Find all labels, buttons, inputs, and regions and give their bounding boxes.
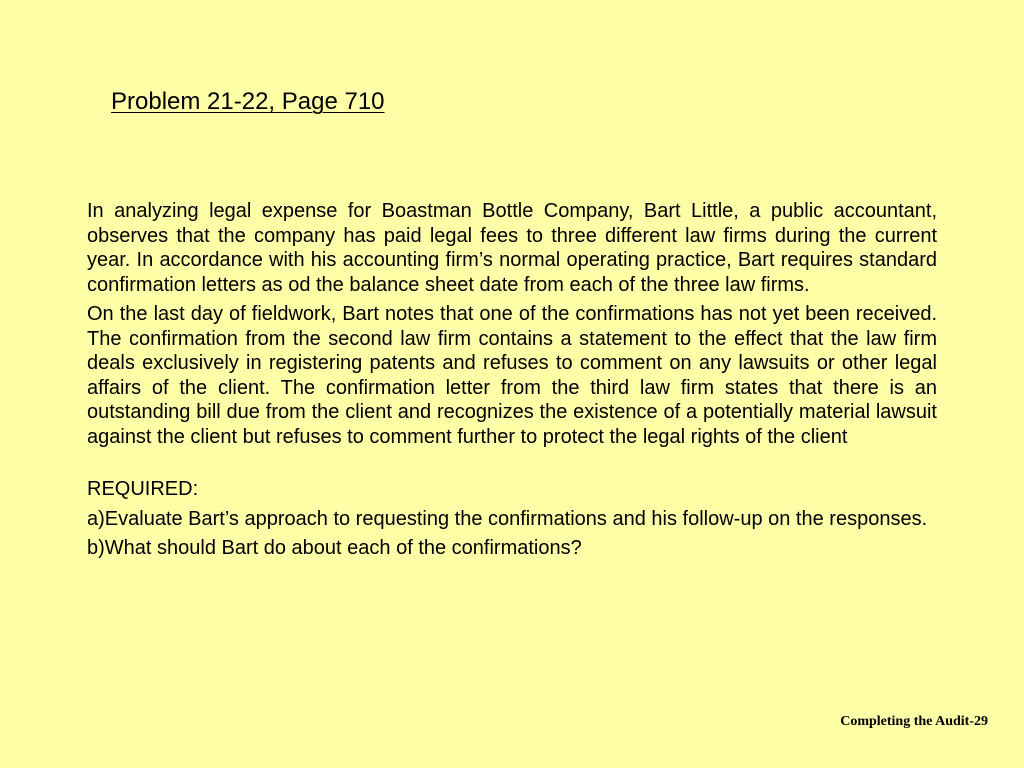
- problem-paragraph-1: In analyzing legal expense for Boastman Bottle Company, Bart Little, a public accountant, observes that the company has paid legal fees to three different law firms during the current year. In accordance with his accounting firm’s normal operating practice, Bart requires standard confirmation letters as od the balance sheet date from each of the three law firms.: [87, 200, 937, 296]
- required-heading: REQUIRED:: [87, 478, 199, 500]
- problem-paragraph-2: On the last day of fieldwork, Bart notes that one of the confirmations has not yet been received. The confirmation from the second law firm contains a statement to the effect that the law firm deals exclusively in registering patents and refuses to comment on any lawsuits or other legal affairs of the client. The confirmation letter from the third law firm states that there is an outstanding bill due from the client and recognizes the existence of a potentially material lawsuit against the client but refuses to comment further to protect the legal rights of the client: [87, 303, 937, 448]
- slide-title: Problem 21-22, Page 710: [111, 88, 385, 115]
- slide-footer: Completing the Audit-29: [840, 714, 988, 729]
- slide-body: [87, 199, 937, 566]
- question-a: a)Evaluate Bart’s approach to requesting the confirmations and his follow-up on the responses.: [87, 507, 928, 530]
- question-b: b)What should Bart do about each of the confirmations?: [87, 537, 582, 559]
